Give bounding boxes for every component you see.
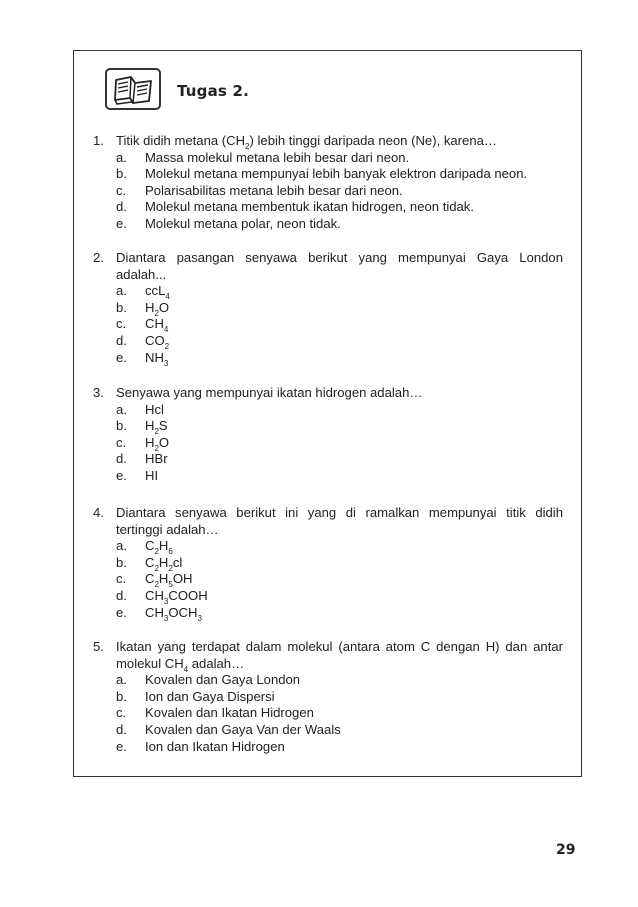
option-letter: d.	[116, 332, 127, 348]
option-text	[145, 672, 300, 687]
option-text	[145, 705, 314, 720]
text-run: CO	[145, 332, 165, 348]
question-2	[93, 250, 563, 366]
question-number: 2.	[93, 250, 104, 265]
option-letter: b.	[116, 554, 127, 570]
text-run: Hcl	[145, 401, 164, 417]
option-text	[145, 299, 170, 318]
text-run: Kovalen dan Gaya Van der Waals	[145, 721, 341, 737]
subscript: 2	[154, 547, 159, 557]
book-icon	[105, 68, 161, 110]
question-1	[93, 133, 563, 233]
question-stem-line	[93, 267, 563, 284]
text-run: NH	[145, 349, 164, 365]
text-run: molekul CH	[116, 655, 184, 671]
text-run: Polarisabilitas metana lebih besar dari neon.	[145, 182, 403, 198]
text-run: CH	[145, 604, 164, 620]
text-run: Molekul metana mempunyai lebih banyak elektron daripada neon.	[145, 166, 528, 182]
text-run: C	[145, 571, 155, 587]
answer-option	[93, 316, 563, 333]
answer-option	[93, 150, 563, 167]
text-run: CH	[145, 587, 164, 603]
answer-option	[93, 689, 563, 706]
option-text	[145, 451, 168, 466]
text-run: OCH	[168, 604, 198, 620]
option-text	[145, 283, 170, 302]
text-run: OH	[172, 571, 193, 587]
question-3	[93, 385, 563, 485]
question-stem-text	[116, 655, 245, 674]
subscript: 3	[163, 596, 169, 606]
answer-option	[93, 468, 563, 485]
text-run: O	[158, 434, 170, 450]
text-run: COOH	[168, 587, 208, 603]
question-stem-text	[116, 385, 422, 400]
question-number: 5.	[93, 639, 104, 654]
question-number: 4.	[93, 505, 104, 520]
option-text	[145, 722, 341, 737]
option-letter: e.	[116, 349, 127, 365]
text-run: adalah…	[188, 655, 245, 671]
text-run: Molekul metana polar, neon tidak.	[145, 215, 341, 231]
text-run: HBr	[145, 451, 168, 467]
option-text	[145, 349, 169, 368]
answer-option	[93, 402, 563, 419]
option-text	[145, 538, 173, 557]
text-run: Diantara pasangan senyawa berikut yang mempunyai Gaya London	[116, 250, 563, 265]
option-text	[145, 166, 527, 181]
task-title: Tugas 2.	[177, 82, 250, 100]
subscript: 2	[245, 142, 250, 151]
answer-option	[93, 538, 563, 555]
option-letter: a.	[116, 538, 127, 554]
text-run: ccL	[145, 283, 166, 299]
question-stem-line	[93, 133, 563, 150]
subscript: 3	[163, 358, 169, 368]
question-number: 1.	[93, 133, 104, 148]
question-stem-line	[93, 505, 563, 522]
option-letter: b.	[116, 418, 127, 434]
question-stem-line	[93, 639, 563, 656]
subscript: 4	[165, 292, 170, 302]
subscript: 6	[168, 547, 173, 557]
answer-option	[93, 672, 563, 689]
question-stem-line	[93, 385, 563, 402]
option-text	[145, 418, 168, 437]
answer-option	[93, 300, 563, 317]
option-letter: e.	[116, 738, 127, 754]
option-letter: b.	[116, 166, 127, 182]
option-letter: c.	[116, 316, 127, 332]
option-text	[145, 150, 409, 165]
question-stem-text	[116, 250, 563, 267]
option-text	[145, 434, 170, 453]
text-run: H	[158, 571, 169, 587]
subscript: 2	[154, 580, 159, 590]
option-letter: c.	[116, 434, 127, 450]
question-stem-line	[93, 250, 563, 267]
option-letter: a.	[116, 149, 127, 165]
subscript: 4	[183, 664, 189, 674]
answer-option	[93, 350, 563, 367]
option-text	[145, 216, 341, 231]
question-number: 3.	[93, 385, 104, 400]
answer-option	[93, 418, 563, 435]
question-stem-text	[116, 639, 563, 656]
text-run: Massa molekul metana lebih besar dari neon.	[145, 149, 410, 165]
option-letter: a.	[116, 401, 127, 417]
answer-option	[93, 605, 563, 622]
text-run: H	[158, 538, 169, 554]
option-text	[145, 739, 285, 754]
text-run: H	[145, 418, 155, 434]
answer-option	[93, 283, 563, 300]
answer-option	[93, 451, 563, 468]
answer-option	[93, 555, 563, 572]
subscript: 2	[154, 443, 159, 453]
question-5	[93, 639, 563, 755]
option-text	[145, 199, 474, 214]
subscript: 2	[154, 427, 159, 437]
text-run: Ikatan yang terdapat dalam molekul (antara atom C dengan H) dan antar	[116, 639, 563, 654]
option-text	[145, 604, 202, 623]
text-run: HI	[145, 467, 159, 483]
option-text	[145, 316, 169, 335]
option-text	[145, 587, 208, 606]
option-letter: d.	[116, 587, 127, 603]
option-letter: a.	[116, 283, 127, 299]
option-letter: b.	[116, 299, 127, 315]
subscript: 2	[168, 563, 173, 573]
option-letter: b.	[116, 688, 127, 704]
question-4	[93, 505, 563, 621]
option-text	[145, 332, 170, 351]
text-run: Senyawa yang mempunyai ikatan hidrogen adalah…	[116, 385, 423, 400]
subscript: 2	[164, 341, 170, 351]
option-letter: d.	[116, 451, 127, 467]
option-text	[145, 402, 164, 417]
subscript: 2	[154, 563, 159, 573]
text-run: C	[145, 554, 155, 570]
text-run: S	[158, 418, 168, 434]
option-text	[145, 183, 403, 198]
answer-option	[93, 183, 563, 200]
option-letter: e.	[116, 467, 127, 483]
subscript: 3	[197, 613, 202, 623]
question-stem-line	[93, 656, 563, 673]
option-letter: e.	[116, 604, 127, 620]
text-run: O	[158, 299, 170, 315]
option-text	[145, 571, 193, 590]
answer-option	[93, 216, 563, 233]
question-stem-text	[116, 267, 166, 282]
option-letter: d.	[116, 199, 127, 215]
text-run: ) lebih tinggi daripada neon (Ne), karena…	[249, 133, 497, 148]
text-run: H	[145, 434, 155, 450]
text-run: CH	[145, 316, 164, 332]
option-letter: d.	[116, 721, 127, 737]
option-text	[145, 554, 183, 573]
question-stem-text	[116, 522, 219, 537]
subscript: 3	[163, 613, 169, 623]
page-number: 29	[556, 842, 576, 858]
text-run: Titik didih metana (CH	[116, 133, 246, 148]
subscript: 5	[168, 580, 173, 590]
option-letter: c.	[116, 182, 127, 198]
text-run: Kovalen dan Ikatan Hidrogen	[145, 705, 314, 721]
subscript: 4	[163, 325, 169, 335]
option-letter: e.	[116, 215, 127, 231]
answer-option	[93, 722, 563, 739]
answer-option	[93, 739, 563, 756]
text-run: Diantara senyawa berikut ini yang di ramalkan mempunyai titik didih	[116, 505, 563, 520]
text-run: H	[145, 299, 155, 315]
option-letter: c.	[116, 705, 127, 721]
subscript: 2	[154, 308, 159, 318]
text-run: H	[158, 554, 169, 570]
text-run: Molekul metana membentuk ikatan hidrogen, neon tidak.	[145, 199, 474, 215]
answer-option	[93, 571, 563, 588]
option-text	[145, 689, 275, 704]
text-run: C	[145, 538, 155, 554]
question-stem-text	[116, 505, 563, 522]
text-run: Ion dan Gaya Dispersi	[145, 688, 275, 704]
answer-option	[93, 333, 563, 350]
option-letter: c.	[116, 571, 127, 587]
question-stem-text	[116, 133, 497, 151]
text-run: Ion dan Ikatan Hidrogen	[145, 738, 285, 754]
answer-option	[93, 435, 563, 452]
question-stem-line	[93, 522, 563, 539]
text-run: tertinggi adalah…	[116, 521, 219, 537]
option-text	[145, 468, 158, 483]
text-run: cl	[172, 554, 183, 570]
option-letter: a.	[116, 672, 127, 688]
text-run: Kovalen dan Gaya London	[145, 672, 301, 688]
answer-option	[93, 705, 563, 722]
answer-option	[93, 166, 563, 183]
answer-option	[93, 588, 563, 605]
text-run: adalah...	[116, 266, 167, 282]
answer-option	[93, 199, 563, 216]
